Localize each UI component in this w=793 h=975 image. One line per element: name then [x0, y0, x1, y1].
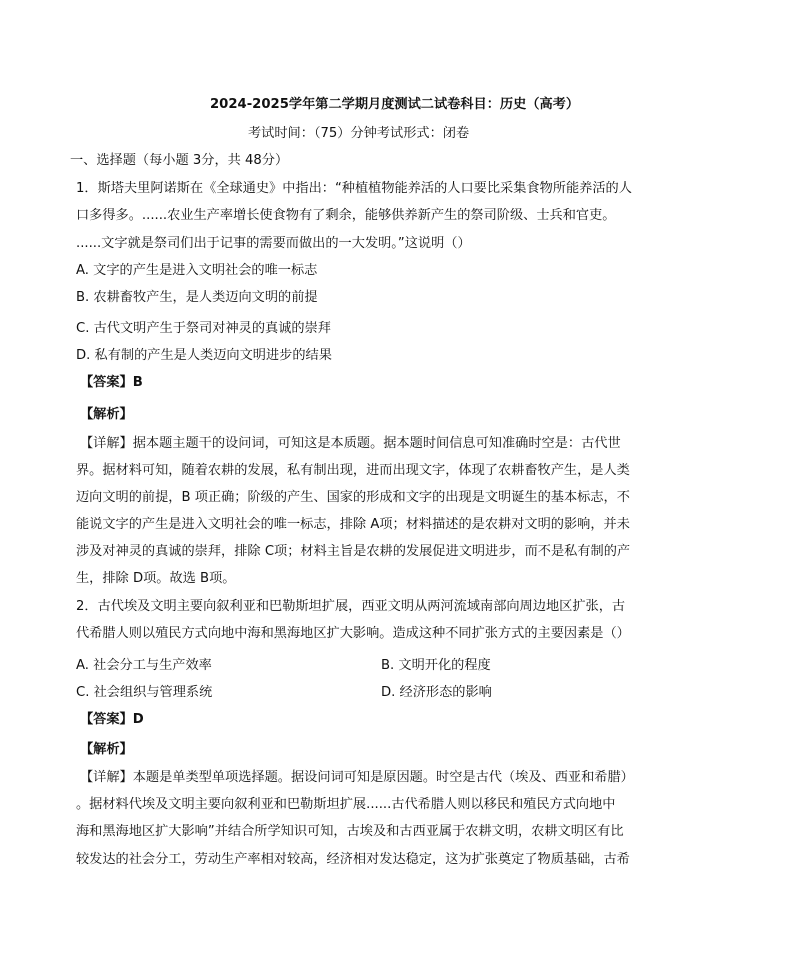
q1-detail-line-6: 生，排除 D项。故选 B项。	[76, 571, 236, 586]
q1-stem-line-1: 1．斯塔夫里阿诺斯在《全球通史》中指出：“种植植物能养活的人口要比采集食物所能养活的人	[76, 181, 632, 196]
q2-detail-line-3: 海和黑海地区扩大影响”并结合所学知识可知，古埃及和古西亚属于农耕文明，农耕文明区有比	[76, 824, 624, 839]
q2-detail-line-2: 。据材料代埃及文明主要向叙利亚和巴勒斯坦扩展......古代希腊人则以移民和殖民方式向地中	[76, 797, 616, 812]
exam-title: 2024-2025学年第二学期月度测试二试卷科目：历史（高考）	[210, 97, 580, 112]
q2-option-b: B. 文明开化的程度	[381, 658, 491, 673]
q1-stem-line-3: ......文字就是祭司们出于记事的需要而做出的一大发明。”这说明（）	[76, 236, 471, 251]
q2-detail-line-4: 较发达的社会分工，劳动生产率相对较高，经济相对发达稳定，这为扩张奠定了物质基础，古希	[76, 852, 630, 867]
section-heading: 一、选择题（每小题 3分，共 48分）	[70, 153, 289, 168]
q1-detail-line-3: 迈向文明的前提，B 项正确；阶级的产生、国家的形成和文字的出现是文明诞生的基本标志，不	[76, 490, 630, 505]
q1-stem-line-2: 口多得多。......农业生产率增长使食物有了剩余，能够供养新产生的祭司阶级、士兵和官吏。	[76, 208, 616, 223]
q1-option-b: B. 农耕畜牧产生，是人类迈向文明的前提	[76, 290, 318, 305]
exam-subtitle: 考试时间：（75）分钟考试形式：闭卷	[248, 126, 470, 141]
q1-answer: 【答案】B	[80, 375, 143, 390]
q1-detail-line-2: 界。据材料可知，随着农耕的发展，私有制出现，进而出现文字，体现了农耕畜牧产生，是人类	[76, 463, 630, 478]
q1-detail-line-5: 涉及对神灵的真诚的崇拜，排除 C项；材料主旨是农耕的发展促进文明进步，而不是私有制的产	[76, 544, 631, 559]
q2-option-c: C. 社会组织与管理系统	[76, 685, 213, 700]
q1-option-d: D. 私有制的产生是人类迈向文明进步的结果	[76, 348, 332, 363]
q2-analysis-label: 【解析】	[80, 742, 133, 757]
q2-answer: 【答案】D	[80, 712, 144, 727]
q2-detail-line-1: 【详解】本题是单类型单项选择题。据设问词可知是原因题。时空是古代（埃及、西亚和希腊）	[80, 770, 634, 785]
q1-option-c: C. 古代文明产生于祭司对神灵的真诚的崇拜	[76, 321, 331, 336]
q1-analysis-label: 【解析】	[80, 407, 133, 422]
q1-option-a: A. 文字的产生是进入文明社会的唯一标志	[76, 263, 318, 278]
q2-option-d: D. 经济形态的影响	[381, 685, 492, 700]
q2-stem-line-1: 2．古代埃及文明主要向叙利亚和巴勒斯坦扩展，西亚文明从两河流域南部向周边地区扩张，古	[76, 599, 626, 614]
q2-option-a: A. 社会分工与生产效率	[76, 658, 212, 673]
q2-stem-line-2: 代希腊人则以殖民方式向地中海和黑海地区扩大影响。造成这种不同扩张方式的主要因素是（）	[76, 626, 630, 641]
q1-detail-line-4: 能说文字的产生是进入文明社会的唯一标志，排除 A项；材料描述的是农耕对文明的影响，并未	[76, 517, 630, 532]
q1-detail-line-1: 【详解】据本题主题干的设问词，可知这是本质题。据本题时间信息可知准确时空是：古代世	[80, 436, 621, 451]
